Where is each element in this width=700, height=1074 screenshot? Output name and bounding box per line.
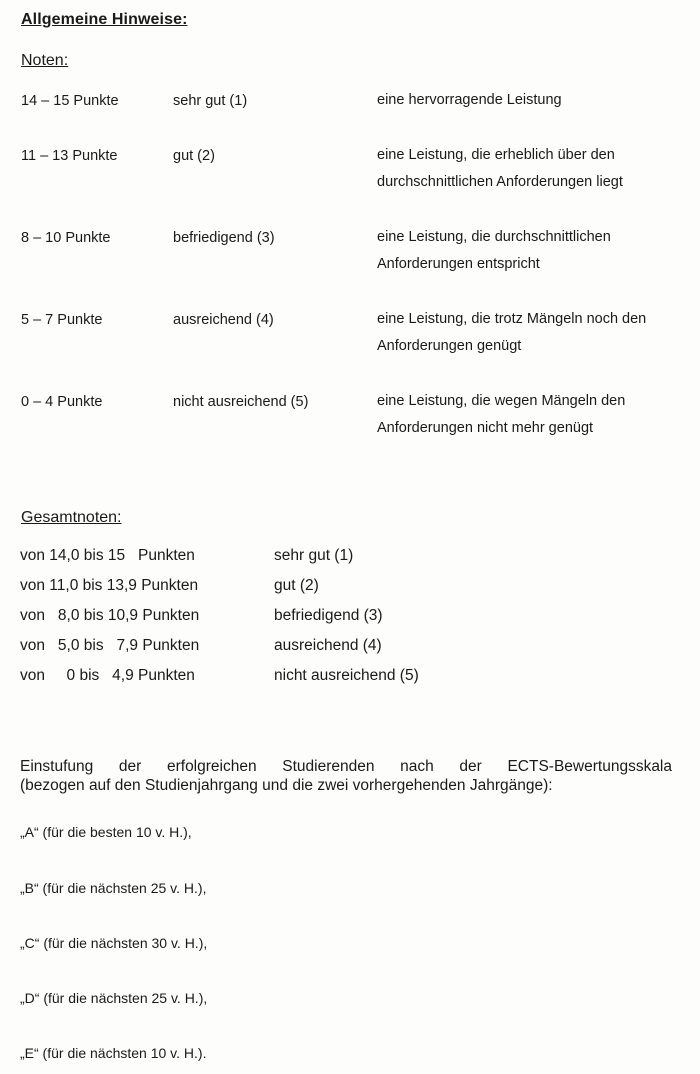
noten-points: 5 – 7 Punkte	[21, 312, 103, 328]
noten-description: eine Leistung, die erheblich über den durchschnittlichen Anforderungen liegt	[377, 147, 623, 190]
gesamtnoten-grade: ausreichend (4)	[274, 637, 382, 654]
gesamtnoten-grade: nicht ausreichend (5)	[274, 667, 419, 684]
noten-description: eine Leistung, die trotz Mängeln noch den Anforderungen genügt	[377, 311, 647, 354]
ects-intro-line1: Einstufung der erfolgreichen Studierenden nach der ECTS-Bewertungsskala	[20, 758, 672, 775]
noten-grade: sehr gut (1)	[173, 93, 248, 109]
noten-title: Noten:	[21, 52, 69, 69]
noten-grade: ausreichend (4)	[173, 312, 274, 328]
ects-grade-item: „C“ (für die nächsten 30 v. H.),	[20, 935, 208, 951]
gesamtnoten-range: von 14,0 bis 15 Punkten	[20, 547, 195, 564]
noten-points: 11 – 13 Punkte	[21, 148, 118, 164]
noten-points: 0 – 4 Punkte	[21, 394, 103, 410]
noten-points: 14 – 15 Punkte	[21, 93, 119, 109]
ects-grade-item: „A“ (für die besten 10 v. H.),	[20, 824, 192, 840]
gesamtnoten-range: von 8,0 bis 10,9 Punkten	[20, 607, 200, 624]
ects-intro	[20, 757, 672, 795]
noten-description: eine Leistung, die wegen Mängeln den Anforderungen nicht mehr genügt	[377, 393, 626, 436]
gesamtnoten-range: von 0 bis 4,9 Punkten	[20, 667, 195, 684]
page-title: Allgemeine Hinweise:	[21, 11, 188, 28]
gesamtnoten-grade: sehr gut (1)	[274, 547, 354, 564]
ects-intro-line2: (bezogen auf den Studienjahrgang und die zwei vorhergehenden Jahrgänge):	[20, 777, 553, 794]
noten-grade: gut (2)	[173, 148, 215, 164]
noten-description: eine Leistung, die durchschnittlichen Anforderungen entspricht	[377, 229, 611, 272]
gesamtnoten-range: von 11,0 bis 13,9 Punkten	[20, 577, 199, 594]
noten-description: eine hervorragende Leistung	[377, 92, 562, 108]
noten-points: 8 – 10 Punkte	[21, 230, 111, 246]
ects-grade-item: „E“ (für die nächsten 10 v. H.).	[20, 1045, 207, 1061]
ects-grade-item: „B“ (für die nächsten 25 v. H.),	[20, 880, 207, 896]
gesamtnoten-range: von 5,0 bis 7,9 Punkten	[20, 637, 200, 654]
noten-grade: befriedigend (3)	[173, 230, 275, 246]
gesamtnoten-grade: gut (2)	[274, 577, 319, 594]
noten-grade: nicht ausreichend (5)	[173, 394, 309, 410]
ects-grade-item: „D“ (für die nächsten 25 v. H.),	[20, 990, 208, 1006]
gesamtnoten-grade: befriedigend (3)	[274, 607, 383, 624]
gesamtnoten-title: Gesamtnoten:	[21, 509, 122, 526]
